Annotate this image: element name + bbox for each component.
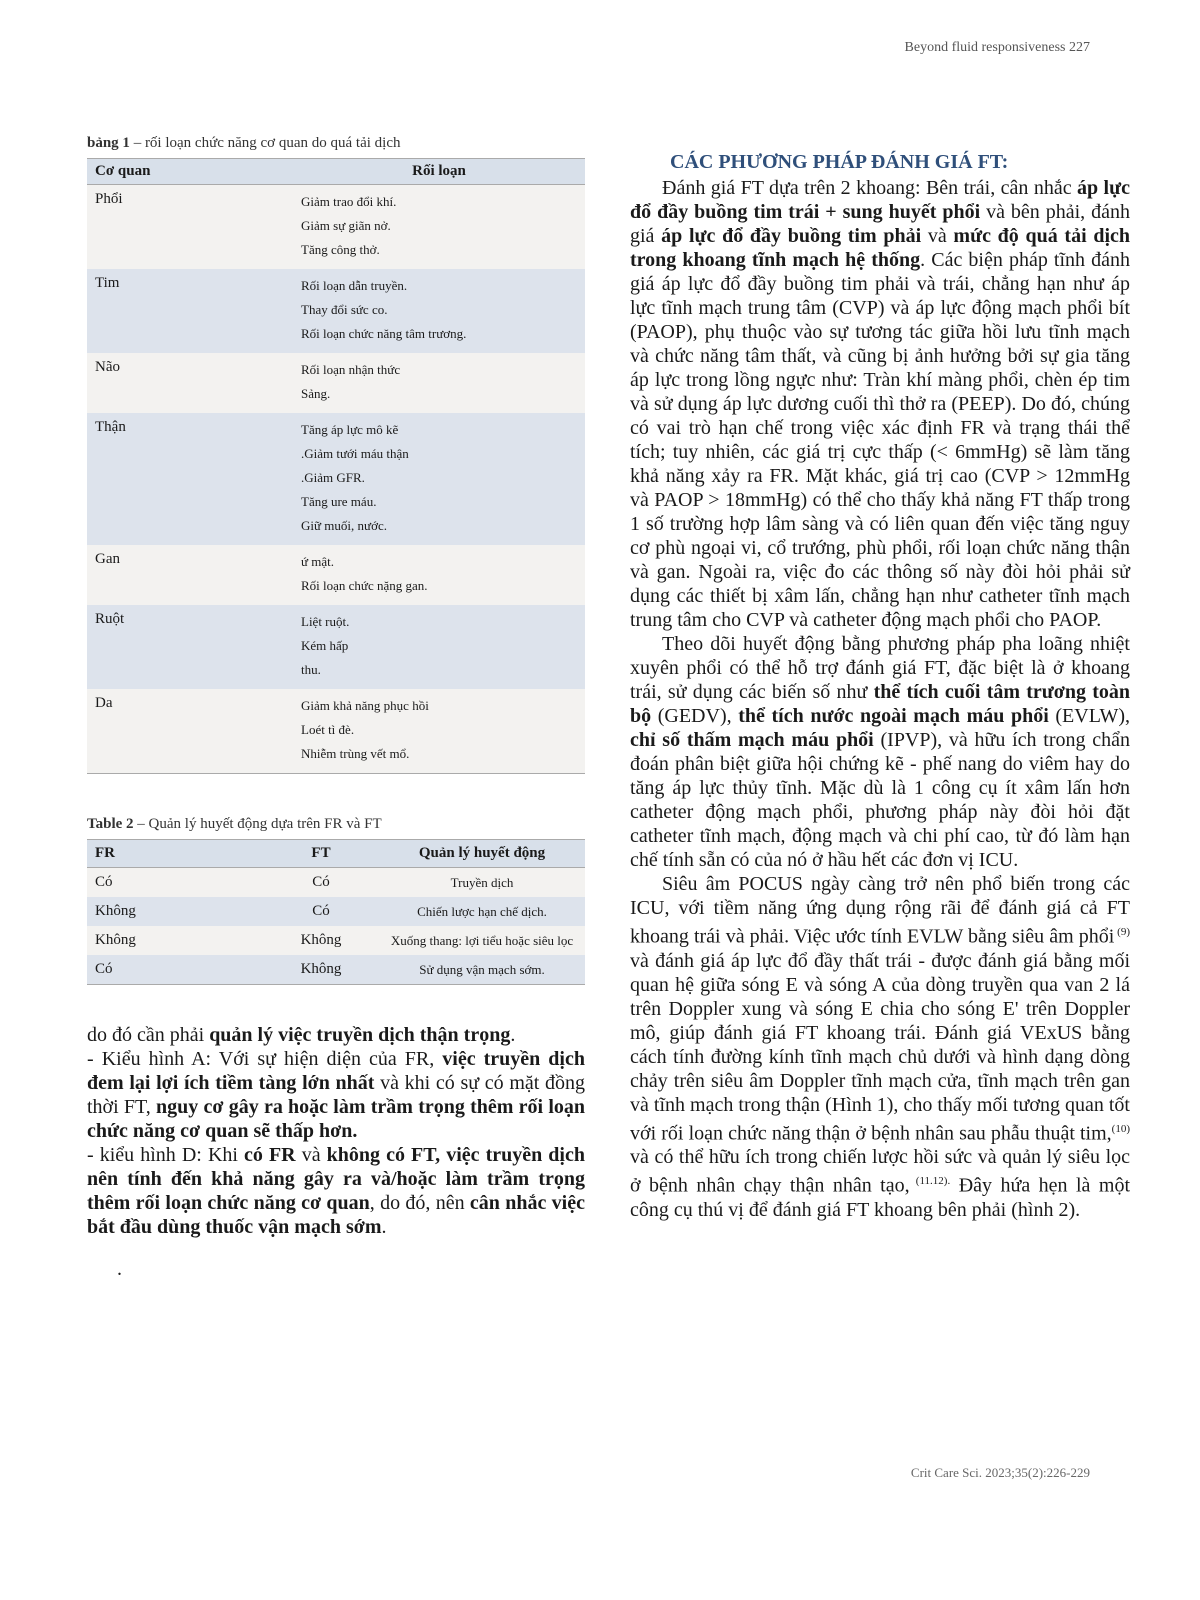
fr-cell: Không (87, 897, 263, 926)
right-paragraph-1 (630, 176, 1130, 632)
management-cell: Sử dụng vận mạch sớm. (379, 955, 585, 985)
organ-dysfunction-table (87, 158, 585, 774)
text-run: (EVLW), (1048, 705, 1130, 727)
table2-caption (87, 816, 585, 833)
citation-ref: (11.12). (909, 1175, 951, 1188)
management-cell: Xuống thang: lợi tiểu hoặc siêu lọc (379, 926, 585, 955)
bold-run: áp lực đổ đầy buồng tim phải (661, 225, 922, 247)
disorder-item: Tăng công thở. (301, 242, 380, 257)
table1-caption (87, 135, 585, 152)
right-paragraph-3 (630, 872, 1130, 1222)
disorder-cell (293, 353, 585, 413)
left-body-text (87, 1023, 585, 1281)
citation-ref: (9) (1114, 926, 1131, 938)
fr-cell: Có (87, 955, 263, 985)
ft-cell: Có (263, 868, 379, 898)
organ-cell: Thận (87, 413, 293, 545)
table-row (87, 926, 585, 955)
disorder-item: ứ mật. (301, 554, 335, 569)
management-cell: Chiến lược hạn chế dịch. (379, 897, 585, 926)
ft-cell: Không (263, 955, 379, 985)
text-run: và (295, 1144, 327, 1166)
table-row (87, 269, 585, 353)
disorder-item: Tăng ure máu. (301, 494, 377, 509)
bold-run: cân nhắc việc bắt đầu dùng thuốc vận mạch sớm (87, 1192, 585, 1238)
table-row (87, 897, 585, 926)
citation-ref: (10) (1111, 1122, 1130, 1135)
organ-cell: Phổi (87, 185, 293, 270)
disorder-item: Thay đổi sức co. (301, 302, 388, 317)
disorder-cell (293, 605, 585, 689)
disorder-item: .Giảm tưới máu thận (301, 446, 409, 461)
disorder-item: Rối loạn chức nặng gan. (301, 578, 428, 593)
bold-run: không có FT, việc truyền dịch nên tính đến khả năng gây ra và/hoặc làm trầm trọng thêm rối loạn chức năng cơ quan (87, 1144, 585, 1214)
disorder-item: Giữ muối, nước. (301, 518, 387, 533)
table1-header-organ: Cơ quan (87, 159, 293, 185)
disorder-item: Liệt ruột. (301, 614, 350, 629)
disorder-cell (293, 269, 585, 353)
table2-header-management: Quản lý huyết động (379, 840, 585, 868)
disorder-item: Giảm sự giãn nở. (301, 218, 391, 233)
text-run: và bên phải, đánh giá (630, 201, 1130, 247)
text-run: . Các biện pháp tĩnh đánh giá áp lực đổ đầy buồng tim phải và trái, chẳng hạn như áp lực tĩnh mạch trung tâm (CVP) và áp lực động mạch phổi bít (PAOP), phụ thuộc vào sự tương tác giữa hồi lưu tĩnh mạch và chức năng tâm thất, và cũng bị ảnh hưởng bởi sự gia tăng áp lực trong lồng ngực như: Tràn khí màng phổi, chèn ép tim và sử dụng áp lực dương cuối thì thở ra (PEEP). Do đó, chúng có vai trò hạn chế trong việc xác định FR và trạng thái thể tích; tuy nhiên, các giá trị cực thấp (< 6mmHg) sẽ làm tăng khả năng xảy ra FR. Mặt khác, giá trị cao (CVP > 12mmHg và PAOP > 18mmHg) có thể cho thấy khả năng FT thấp trong 1 số trường hợp lâm sàng và có liên quan đến việc tăng nguy cơ phù ngoại vi, cổ trướng, phù phổi, rối loạn chức năng thận và gan. Ngoài ra, việc đo các thông số này đòi hỏi phải sử dụng các thiết bị xâm lấn, chẳng hạn như catheter tĩnh mạch trung tâm cho CVP và catheter động mạch phổi cho PAOP. (630, 249, 1130, 631)
table-row (87, 185, 585, 270)
bold-run: nguy cơ gây ra hoặc làm trầm trọng thêm rối loạn chức năng cơ quan sẽ thấp hơn. (87, 1096, 585, 1142)
table-row (87, 605, 585, 689)
disorder-item: .Giảm GFR. (301, 470, 365, 485)
disorder-cell (293, 545, 585, 605)
ft-cell: Không (263, 926, 379, 955)
bold-run: quản lý việc truyền dịch thận trọng (209, 1024, 511, 1046)
left-paragraph-3 (87, 1143, 585, 1239)
text-run: và có thể hữu ích trong chiến lược hồi sức và quản lý siêu lọc ở bệnh nhân chạy thận nhân tạo, (630, 1146, 1130, 1197)
disorder-item: Rối loạn dẫn truyền. (301, 278, 408, 293)
table2-caption-text: – Quản lý huyết động dựa trên FR và FT (133, 816, 382, 832)
hemodynamic-management-table (87, 839, 585, 985)
text-run: Đánh giá FT dựa trên 2 khoang: Bên trái, cân nhắc (662, 177, 1078, 199)
table-row (87, 353, 585, 413)
fr-cell: Không (87, 926, 263, 955)
right-column (630, 150, 1130, 1222)
stray-period: . (117, 1258, 122, 1280)
left-paragraph-1 (87, 1023, 585, 1047)
text-run: Siêu âm POCUS ngày càng trở nên phổ biến trong các ICU, với tiềm năng ứng dụng rộng rãi để đánh giá cả FT khoang trái và phải. Việc ước tính EVLW bằng siêu âm phổi (630, 873, 1130, 948)
left-paragraph-2 (87, 1047, 585, 1143)
disorder-item: Rối loạn nhận thức (301, 362, 401, 377)
table1-caption-text: – rối loạn chức năng cơ quan do quá tải dịch (129, 135, 401, 151)
bold-run: có FR (244, 1144, 296, 1166)
disorder-item: Kém hấp (301, 638, 349, 653)
table-row (87, 955, 585, 985)
organ-cell: Tim (87, 269, 293, 353)
disorder-cell (293, 185, 585, 270)
text-run: Theo dõi huyết động bằng phương pháp pha loãng nhiệt xuyên phổi có thể hỗ trợ đánh giá FT, đặc biệt là ở khoang trái, sử dụng các biến số như (630, 633, 1130, 703)
disorder-item: Sảng. (301, 386, 331, 401)
text-run: Đây hứa hẹn là một công cụ thú vị để đánh giá FT khoang bên phải (hình 2). (630, 1174, 1130, 1221)
text-run: , do đó, nên (369, 1192, 470, 1214)
text-run: (GEDV), (651, 705, 739, 727)
table-row (87, 868, 585, 898)
bold-run: chỉ số thấm mạch máu phổi (630, 729, 874, 751)
ft-cell: Có (263, 897, 379, 926)
bold-run: việc truyền dịch đem lại lợi ích tiềm tàng lớn nhất (87, 1048, 585, 1094)
running-head: Beyond fluid responsiveness 227 (904, 40, 1090, 55)
text-run: do đó cần phải (87, 1024, 210, 1046)
disorder-item: Loét tì đè. (301, 722, 355, 737)
table2-caption-label: Table 2 (87, 816, 134, 832)
left-column (87, 135, 585, 1281)
bold-run: mức độ quá tải dịch trong khoang tĩnh mạch hệ thống (630, 225, 1130, 271)
disorder-item: thu. (301, 662, 321, 677)
text-run: và đánh giá áp lực đổ đầy thất trái - được đánh giá bằng mối quan hệ giữa sóng E và sóng A của dòng truyền qua van 2 lá trên Doppler xung và sóng E chia cho sóng E' trên Doppler mô, giúp đánh giá FT khoang trái. Đánh giá VExUS bằng cách tính đường kính tĩnh mạch chủ dưới và hình dạng dòng chảy trên siêu âm Doppler tĩnh mạch cửa, tĩnh mạch trên gan và tĩnh mạch trong thận (Hình 1), cho thấy mối tương quan tốt với rối loạn chức năng thận ở bệnh nhân sau phẫu thuật tim, (630, 949, 1130, 1145)
table-row (87, 689, 585, 774)
disorder-cell (293, 689, 585, 774)
table2-header-fr: FR (87, 840, 263, 868)
fr-cell: Có (87, 868, 263, 898)
text-run: và (921, 225, 954, 247)
disorder-item: Giảm khả năng phục hồi (301, 698, 429, 713)
disorder-item: Giảm trao đổi khí. (301, 194, 397, 209)
organ-cell: Ruột (87, 605, 293, 689)
disorder-item: Nhiễm trùng vết mổ. (301, 746, 410, 761)
disorder-item: Tăng áp lực mô kẽ (301, 422, 399, 437)
bold-run: áp lực đổ đầy buồng tim trái + sung huyết phổi (630, 177, 1130, 223)
right-paragraph-2 (630, 632, 1130, 872)
text-run: - kiểu hình D: Khi (87, 1144, 245, 1166)
text-run: . (510, 1024, 516, 1046)
section-heading: CÁC PHƯƠNG PHÁP ĐÁNH GIÁ FT: (670, 151, 1009, 173)
text-run: và khi có sự có mặt đồng thời FT, (87, 1072, 585, 1118)
table1-header-disorder: Rối loạn (293, 159, 585, 185)
table2-header-ft: FT (263, 840, 379, 868)
text-run: - Kiểu hình A: Với sự hiện diện của FR, (87, 1048, 443, 1070)
disorder-item: Rối loạn chức năng tâm trương. (301, 326, 467, 341)
management-cell: Truyền dịch (379, 868, 585, 898)
organ-cell: Da (87, 689, 293, 774)
text-run: (IPVP), và hữu ích trong chẩn đoán phân biệt giữa hội chứng kẽ - phế nang do viêm hay do tăng áp lực thủy tĩnh. Mặc dù là 1 công cụ ít xâm lấn hơn catheter động mạch phổi, phương pháp này đòi hỏi đặt catheter tĩnh mạch, động mạch và chi phí cao, từ đó làm hạn chế tính sẵn có của nó ở hầu hết các đơn vị ICU. (630, 729, 1130, 871)
table-row (87, 413, 585, 545)
table-row (87, 545, 585, 605)
bold-run: thể tích cuối tâm trương toàn bộ (630, 681, 1130, 727)
organ-cell: Gan (87, 545, 293, 605)
bold-run: thể tích nước ngoài mạch máu phổi (738, 705, 1049, 727)
organ-cell: Não (87, 353, 293, 413)
text-run: . (381, 1216, 387, 1238)
table1-caption-label: bảng 1 (87, 135, 130, 151)
disorder-cell (293, 413, 585, 545)
footer-citation: Crit Care Sci. 2023;35(2):226-229 (910, 1465, 1090, 1480)
